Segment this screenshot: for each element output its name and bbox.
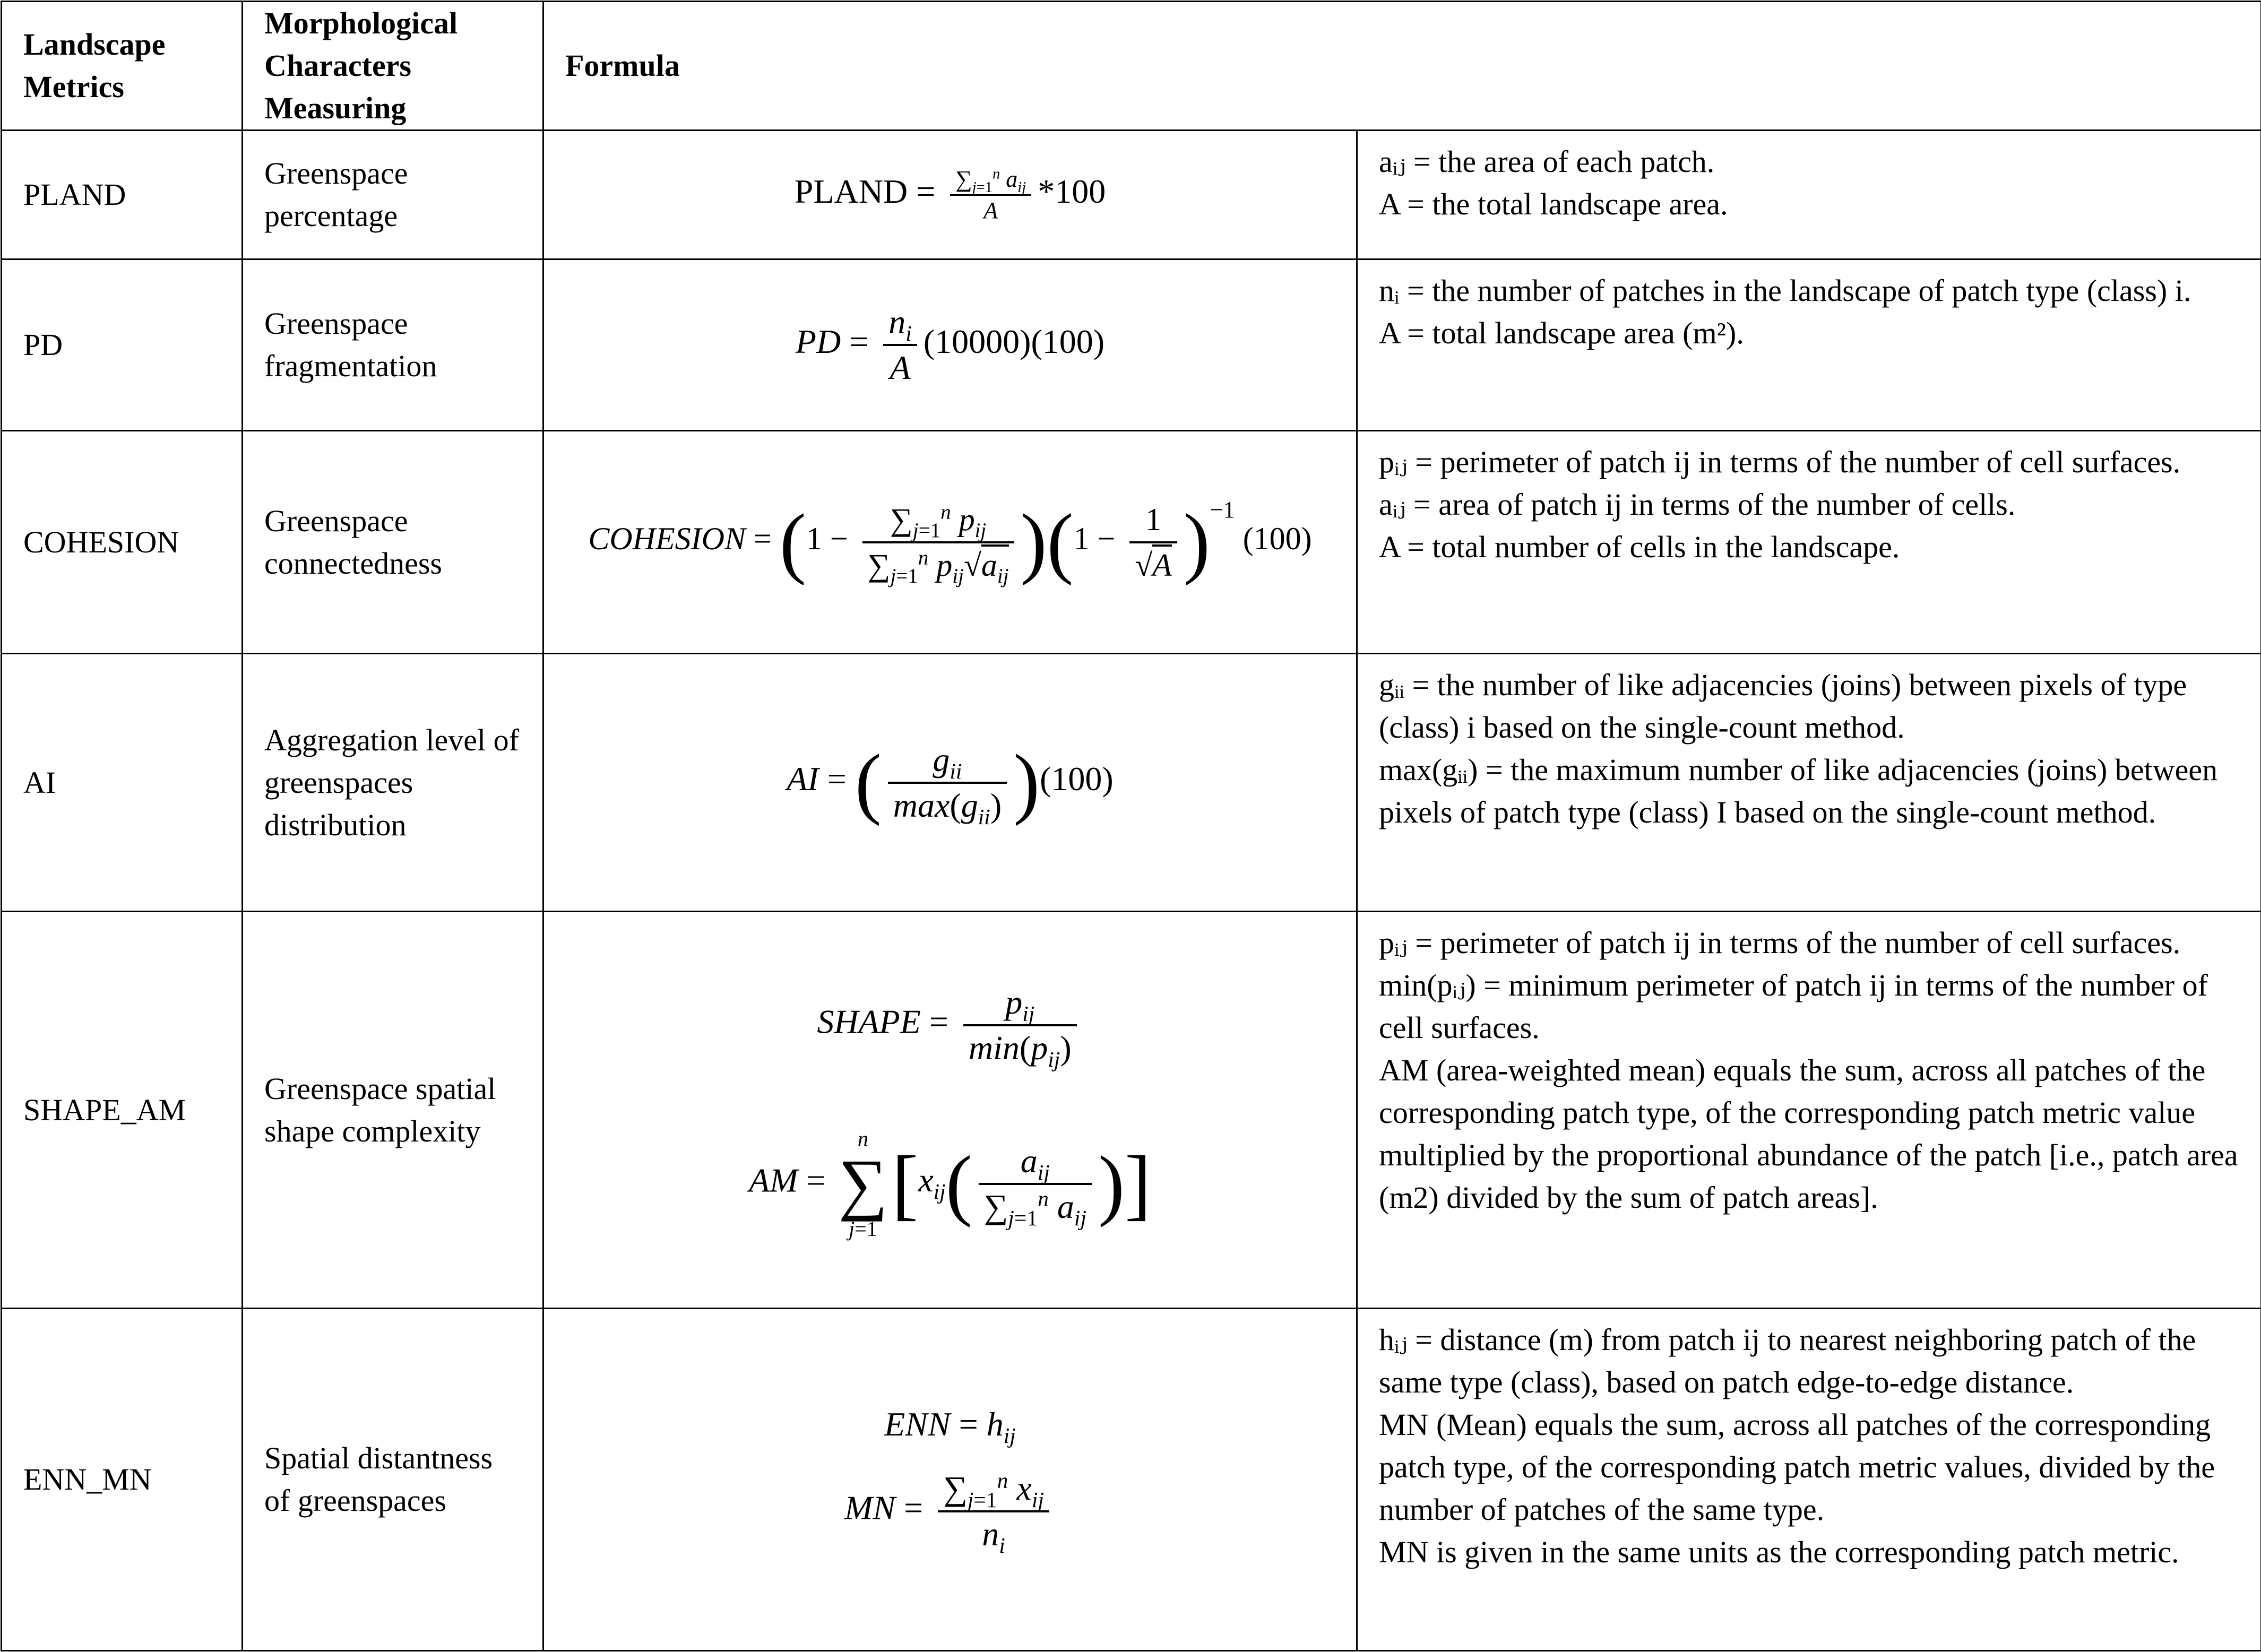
formula-am: AM = n ∑ j=1 [$x_{ij}$( $\frac{a_{ij}}{\sum_{j=1}^n a_{ij}}$ )] xyxy=(565,1128,1335,1240)
definition-line: pᵢⱼ = perimeter of patch ij in terms of the number of cell surfaces. xyxy=(1379,922,2239,964)
definition-line: A = the total landscape area. xyxy=(1379,183,2239,226)
description-cell xyxy=(1357,260,2261,431)
formula-cell xyxy=(543,431,1357,654)
description-cell xyxy=(1357,431,2261,654)
definition-line: min(pᵢⱼ) = minimum perimeter of patch ij in terms of the number of cell surfaces. xyxy=(1379,964,2239,1049)
definition-line: aᵢⱼ = area of patch ij in terms of the number of cells. xyxy=(1379,483,2239,526)
morph-description: Greenspace connectedness xyxy=(243,431,543,654)
definition-line: A = total landscape area (m²). xyxy=(1379,312,2239,354)
definition-line: aᵢⱼ = the area of each patch. xyxy=(1379,141,2239,183)
formula-cell xyxy=(543,260,1357,431)
definition-line: nᵢ = the number of patches in the landscape of patch type (class) i. xyxy=(1379,270,2239,312)
metric-name: COHESION xyxy=(2,431,243,654)
formula-pd: PD = $\frac{n_i}{A}$ (10000)(100) xyxy=(796,323,1104,360)
header-morphological-characters: Morphological Characters Measuring xyxy=(243,2,543,131)
landscape-metrics-table xyxy=(1,1,2261,1651)
description-cell xyxy=(1357,654,2261,912)
metric-name: ENN_MN xyxy=(2,1309,243,1651)
header-formula: Formula xyxy=(543,2,2261,131)
formula-pland: PLAND = $\frac{\sum_{j=1}^n a_{ij}}{A}$ *100 xyxy=(795,172,1106,210)
table-row-shape-am xyxy=(2,912,2261,1309)
definition-line: pᵢⱼ = perimeter of patch ij in terms of the number of cell surfaces. xyxy=(1379,441,2239,483)
table-row-pd xyxy=(2,260,2261,431)
formula-cohesion: COHESION = (1 − $\frac{\sum_{j=1}^n p_{ij}}{\sum_{j=1}^n p_{ij}√a_{ij}}$ )(1 − $\frac{1}{√A}$ )$^{-1}$ (100) xyxy=(588,521,1311,556)
table-row-enn-mn xyxy=(2,1309,2261,1651)
table-row-cohesion xyxy=(2,431,2261,654)
definition-line: gᵢᵢ = the number of like adjacencies (joins) between pixels of type (class) i based on the single-count method. xyxy=(1379,664,2239,749)
definition-line: MN (Mean) equals the sum, across all patches of the corresponding patch type, of the corresponding patch metric values, divided by the number of patches of the same type. xyxy=(1379,1404,2239,1531)
definition-line: hᵢⱼ = distance (m) from patch ij to nearest neighboring patch of the same type (class), based on patch edge-to-edge distance. xyxy=(1379,1319,2239,1404)
morph-description: Aggregation level of greenspaces distribution xyxy=(243,654,543,912)
definition-line: MN is given in the same units as the corresponding patch metric. xyxy=(1379,1531,2239,1573)
metric-name: SHAPE_AM xyxy=(2,912,243,1309)
morph-description: Spatial distantness of greenspaces xyxy=(243,1309,543,1651)
definition-line: max(gᵢᵢ) = the maximum number of like adjacencies (joins) between pixels of patch type (class) I based on the single-count method. xyxy=(1379,749,2239,834)
formula-cell xyxy=(543,654,1357,912)
formula-ai: AI = ( $\frac{g_{ii}}{\max(g_{ii})}$ )(100) xyxy=(787,760,1113,798)
metric-name: PD xyxy=(2,260,243,431)
description-cell xyxy=(1357,912,2261,1309)
description-cell xyxy=(1357,1309,2261,1651)
morph-description: Greenspace fragmentation xyxy=(243,260,543,431)
formula-mn: MN = $\frac{\sum_{j=1}^n x_{ij}}{n_i}$ xyxy=(565,1467,1335,1556)
metric-name: AI xyxy=(2,654,243,912)
formula-cell xyxy=(543,1309,1357,1651)
formula-cell xyxy=(543,131,1357,260)
definition-line: A = total number of cells in the landscape. xyxy=(1379,526,2239,568)
metric-name: PLAND xyxy=(2,131,243,260)
table-row-pland xyxy=(2,131,2261,260)
definition-line: AM (area-weighted mean) equals the sum, across all patches of the corresponding patch type, of the corresponding patch metric value multiplied by the proportional abundance of the patch [i.e., patch area (m2) divided by the sum of patch areas]. xyxy=(1379,1049,2239,1219)
header-row xyxy=(2,2,2261,131)
morph-description: Greenspace percentage xyxy=(243,131,543,260)
description-cell xyxy=(1357,131,2261,260)
morph-description: Greenspace spatial shape complexity xyxy=(243,912,543,1309)
formula-shape: SHAPE = $\frac{p_{ij}}{\min(p_{ij})}$ xyxy=(565,981,1335,1070)
header-landscape-metrics: Landscape Metrics xyxy=(2,2,243,131)
table-row-ai xyxy=(2,654,2261,912)
formula-enn: ENN = $h_{ij}$ xyxy=(565,1403,1335,1446)
formula-cell xyxy=(543,912,1357,1309)
